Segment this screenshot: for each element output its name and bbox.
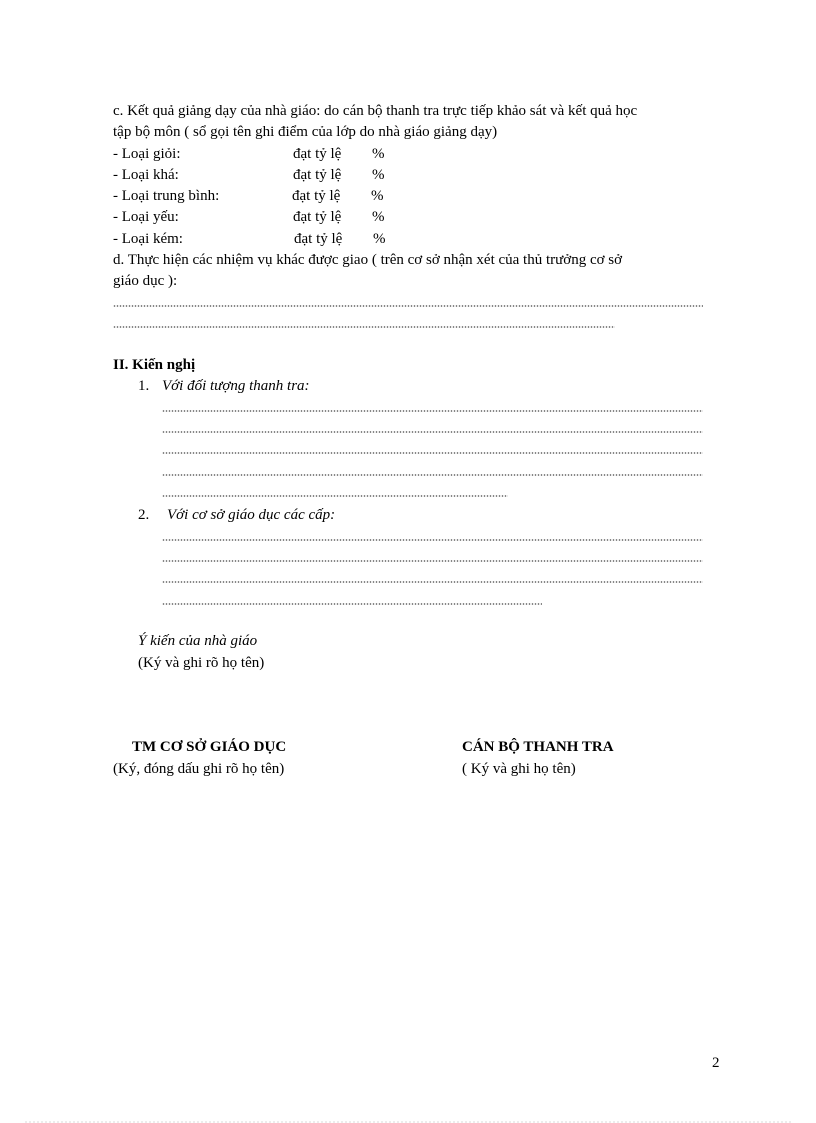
rating-unit: % bbox=[371, 188, 384, 204]
item1-label: Với đối tượng thanh tra: bbox=[162, 378, 310, 394]
dotted-line bbox=[113, 305, 703, 307]
rating-label: - Loại giỏi: bbox=[113, 146, 181, 162]
dotted-line bbox=[162, 474, 703, 476]
dotted-line bbox=[162, 410, 703, 412]
signature-right-title: CÁN BỘ THANH TRA bbox=[462, 739, 614, 755]
dotted-line bbox=[113, 326, 615, 328]
rating-rate: đạt tỷ lệ bbox=[294, 231, 343, 247]
rating-rate: đạt tỷ lệ bbox=[292, 188, 341, 204]
item2-label: Với cơ sở giáo dục các cấp: bbox=[167, 507, 336, 523]
rating-label: - Loại kém: bbox=[113, 231, 183, 247]
rating-unit: % bbox=[372, 167, 385, 183]
item-number: 2. bbox=[138, 507, 150, 523]
dotted-line bbox=[162, 452, 703, 454]
dotted-line bbox=[162, 431, 703, 433]
section-c-line2: tập bộ môn ( sổ gọi tên ghi điểm của lớp do nhà giáo giảng dạy) bbox=[113, 124, 498, 140]
section-c-line1: c. Kết quả giảng dạy của nhà giáo: do cán bộ thanh tra trực tiếp khảo sát và kết quả học bbox=[113, 103, 638, 119]
rating-unit: % bbox=[373, 231, 386, 247]
rating-label: - Loại khá: bbox=[113, 167, 179, 183]
dotted-line bbox=[162, 581, 703, 583]
dotted-line bbox=[162, 539, 703, 541]
item-number: 1. bbox=[138, 378, 150, 394]
rating-rate: đạt tỷ lệ bbox=[293, 167, 342, 183]
rating-unit: % bbox=[372, 209, 385, 225]
teacher-opinion-title: Ý kiến của nhà giáo bbox=[138, 633, 258, 649]
rating-rate: đạt tỷ lệ bbox=[293, 146, 342, 162]
section-ii-heading: II. Kiến nghị bbox=[113, 357, 196, 373]
signature-right-note: ( Ký và ghi họ tên) bbox=[462, 761, 576, 777]
dotted-line bbox=[162, 603, 542, 605]
dotted-line bbox=[162, 495, 508, 497]
rating-label: - Loại yếu: bbox=[113, 209, 179, 225]
signature-left-title: TM CƠ SỞ GIÁO DỤC bbox=[132, 739, 287, 755]
rating-rate: đạt tỷ lệ bbox=[293, 209, 342, 225]
signature-left-note: (Ký, đóng dấu ghi rõ họ tên) bbox=[113, 761, 285, 777]
teacher-opinion-note: (Ký và ghi rõ họ tên) bbox=[138, 655, 265, 671]
dotted-line bbox=[162, 560, 703, 562]
rating-label: - Loại trung bình: bbox=[113, 188, 220, 204]
section-d-line2: giáo dục ): bbox=[113, 273, 178, 289]
page-number: 2 bbox=[712, 1055, 720, 1071]
section-d-line1: d. Thực hiện các nhiệm vụ khác được giao ( trên cơ sở nhận xét của thủ trưởng cơ sở bbox=[113, 252, 623, 268]
rating-unit: % bbox=[372, 146, 385, 162]
